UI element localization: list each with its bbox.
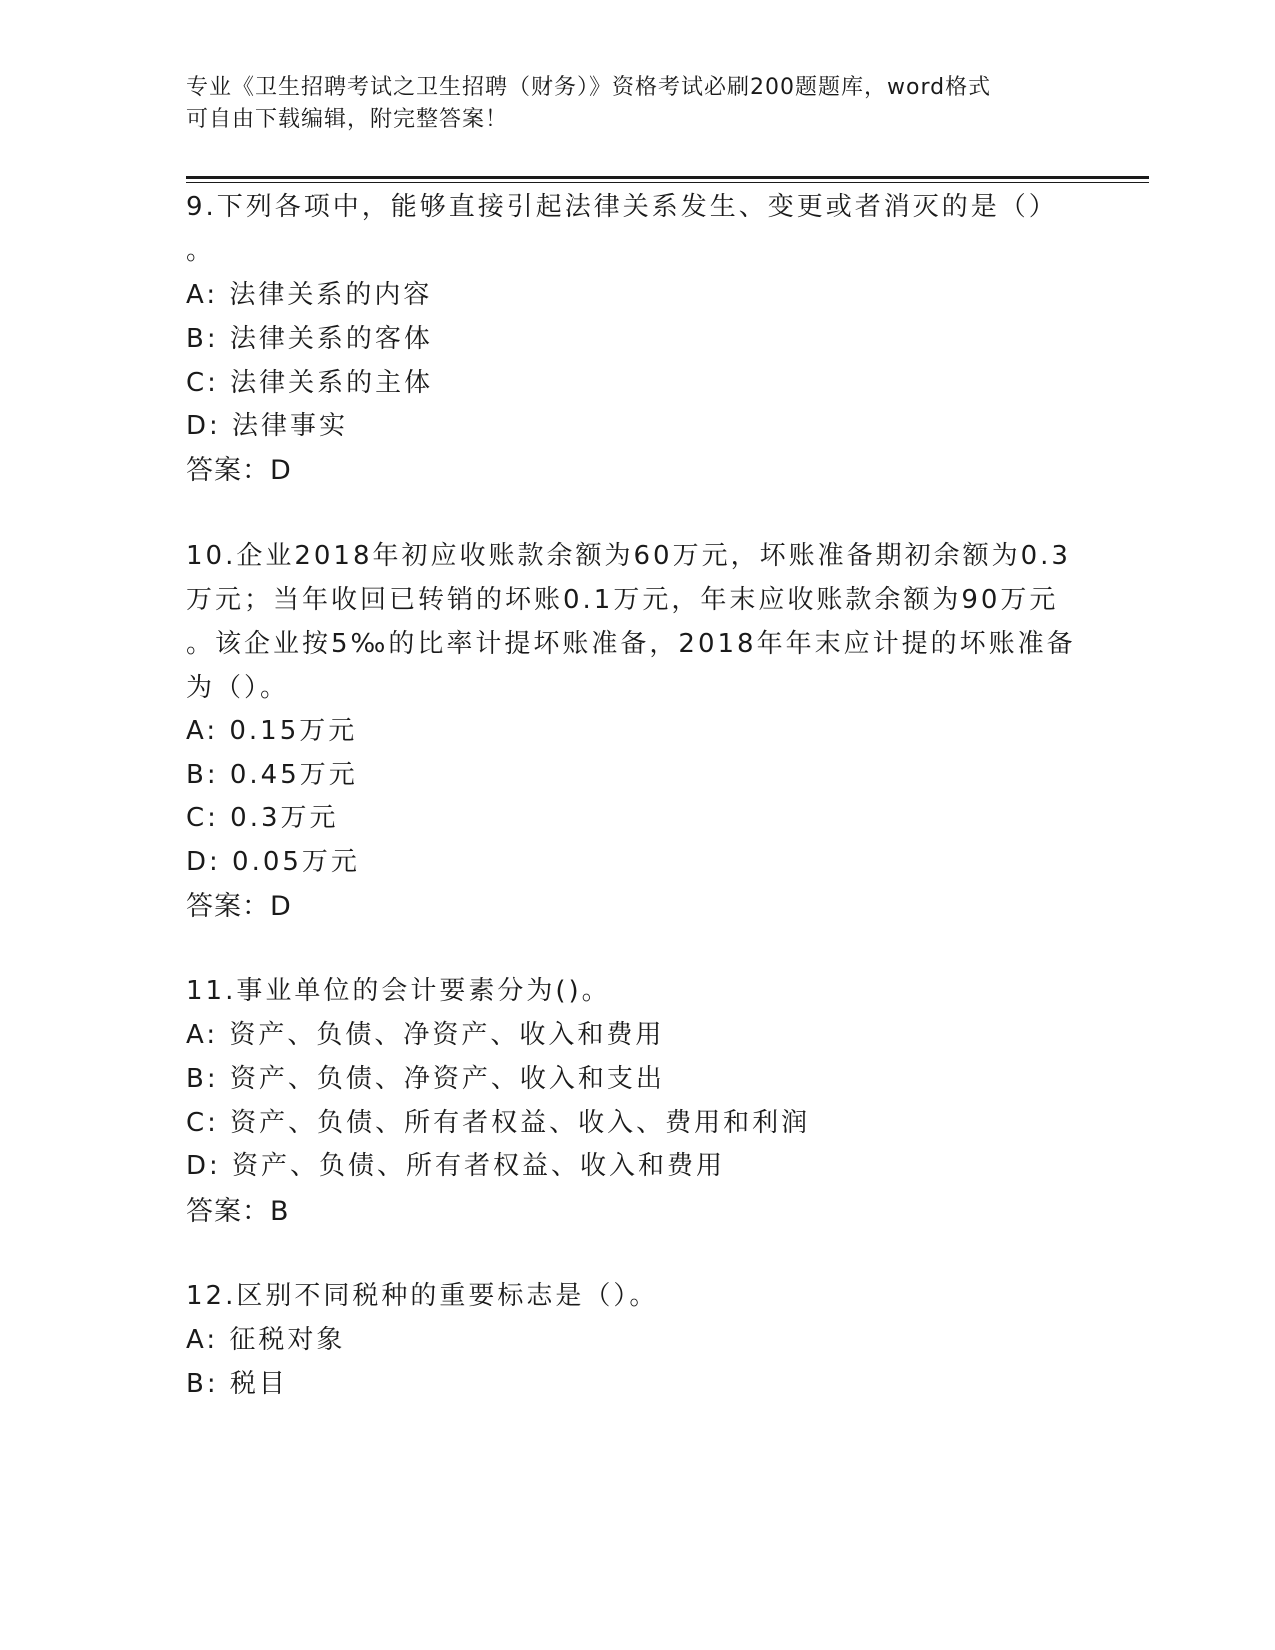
question-12-option-a: A: 征税对象 (186, 1325, 346, 1355)
question-11-option-a: A: 资产、负债、净资产、收入和费用 (186, 1020, 665, 1050)
question-10-option-c: C: 0.3万元 (186, 803, 339, 833)
question-10-option-a: A: 0.15万元 (186, 716, 358, 746)
header-divider-thick (186, 176, 1149, 179)
question-11-option-b: B: 资产、负债、净资产、收入和支出 (186, 1064, 665, 1094)
question-10-text-line-4: 为（）。 (186, 673, 290, 703)
question-10-answer: 答案：D (186, 891, 292, 922)
question-9-option-a: A: 法律关系的内容 (186, 280, 433, 310)
question-11-answer: 答案：B (186, 1196, 290, 1227)
question-11-text-line-1: 11.事业单位的会计要素分为()。 (186, 976, 611, 1006)
question-12-text-line-1: 12.区别不同税种的重要标志是（）。 (186, 1281, 659, 1311)
question-10-option-b: B: 0.45万元 (186, 760, 358, 790)
document-header (186, 72, 1066, 136)
question-10-text-line-2: 万元；当年收回已转销的坏账0.1万元，年末应收账款余额为90万元 (186, 585, 1059, 615)
question-9-option-c: C: 法律关系的主体 (186, 368, 434, 398)
question-9-option-b: B: 法律关系的客体 (186, 324, 433, 354)
question-9-answer: 答案：D (186, 455, 292, 486)
header-line-2: 可自由下载编辑，附完整答案！ (186, 107, 509, 132)
question-11-option-c: C: 资产、负债、所有者权益、收入、费用和利润 (186, 1108, 811, 1138)
question-10-text-line-3: 。该企业按5‰的比率计提坏账准备，2018年年末应计提的坏账准备 (186, 629, 1076, 659)
question-12-option-b: B: 税目 (186, 1369, 288, 1399)
question-9-text-line-1: 9.下列各项中，能够直接引起法律关系发生、变更或者消灭的是（） (186, 192, 1058, 222)
question-9-option-d: D: 法律事实 (186, 411, 349, 441)
question-10-text-line-1: 10.企业2018年初应收账款余额为60万元，坏账准备期初余额为0.3 (186, 541, 1071, 571)
header-line-1: 专业《卫生招聘考试之卫生招聘（财务）》资格考试必刷200题题库，word格式 (186, 75, 992, 100)
question-9-text-line-2: 。 (186, 236, 216, 266)
question-10-option-d: D: 0.05万元 (186, 847, 360, 877)
header-divider-thin (186, 182, 1149, 183)
question-11-option-d: D: 资产、负债、所有者权益、收入和费用 (186, 1151, 726, 1181)
